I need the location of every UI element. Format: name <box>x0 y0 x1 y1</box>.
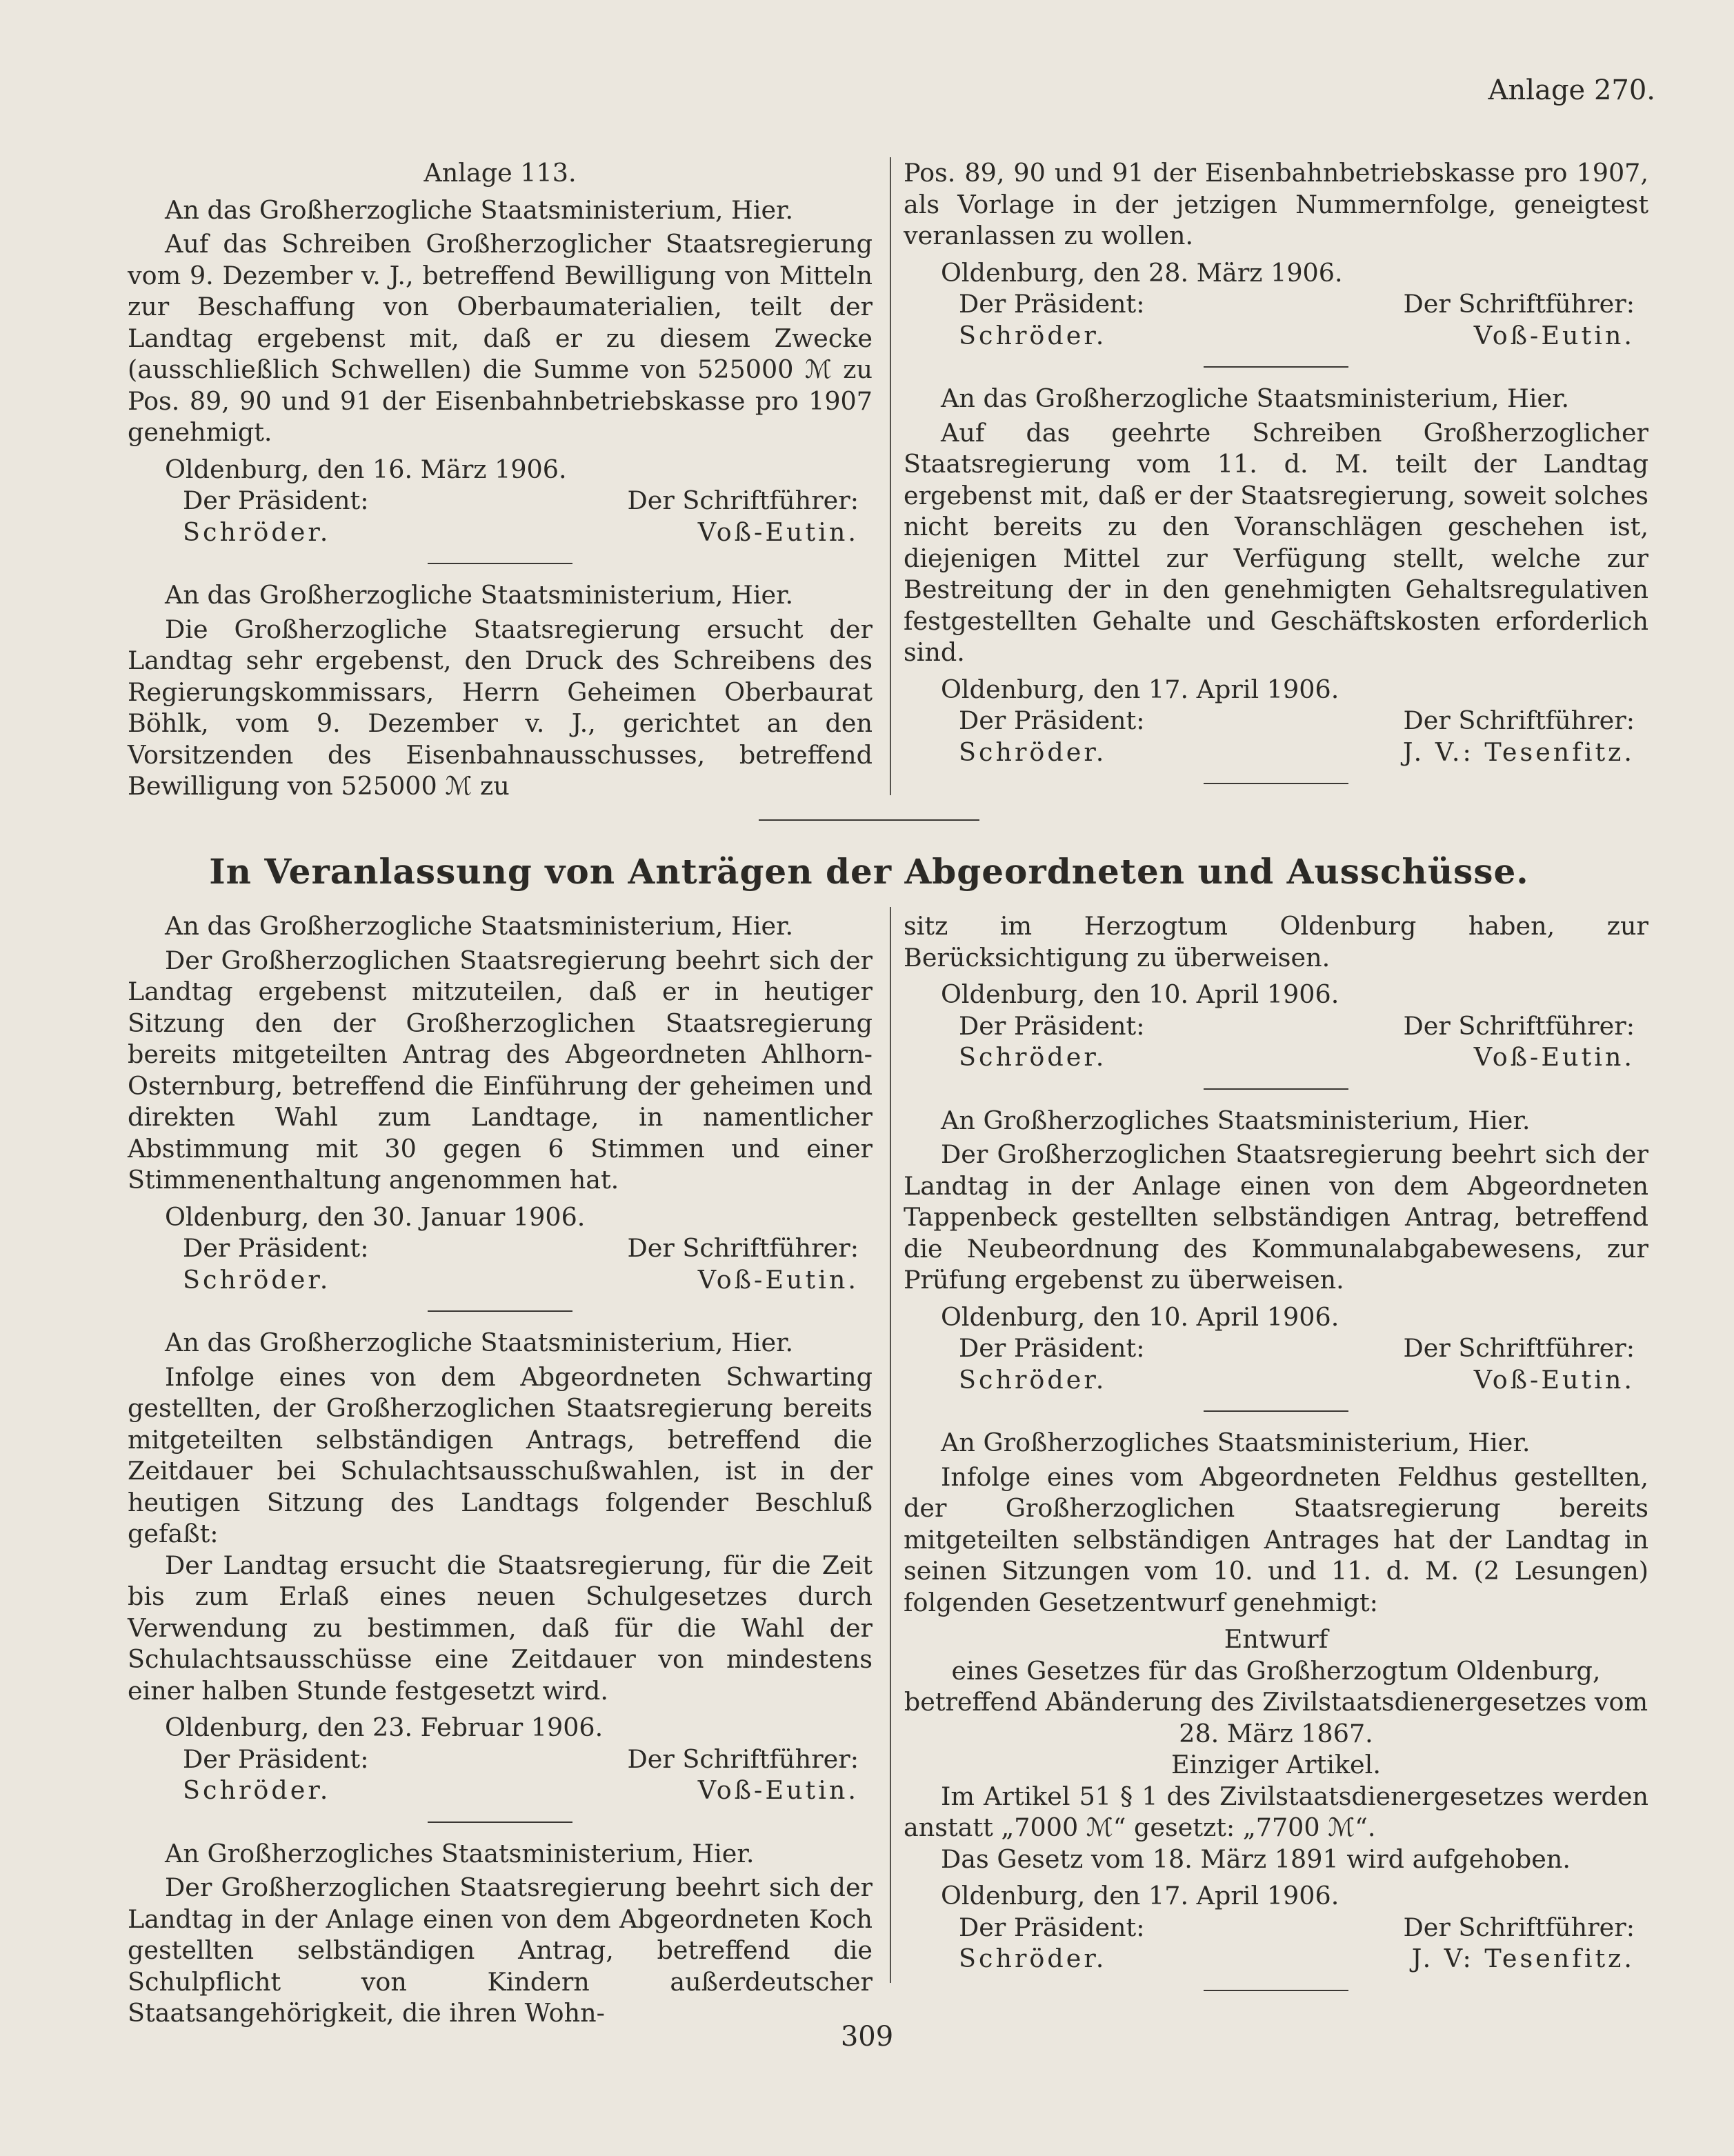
address-line: An Großherzogliches Staatsministerium, Hier. <box>941 1428 1531 1457</box>
secretary-title: Der Schriftführer: <box>1403 1333 1635 1363</box>
president-name: Schröder. <box>183 517 331 547</box>
draft-subtitle: eines Gesetzes für das Großherzogtum Oldenburg, betreffend Abänderung des Zivilstaatsdienergesetzes vom 28. März 1867. <box>904 1655 1648 1748</box>
president-name: Schröder. <box>959 1042 1107 1072</box>
date-line: Oldenburg, den 10. April 1906. <box>941 979 1339 1009</box>
paragraph: Der Großherzoglichen Staatsregierung beehrt sich der Landtag ergebenst mitzuteilen, daß er in heutiger Sitzung den der Großherzoglichen Staatsregierung bereits mitgeteilten Antrag des Abgeordneten Ahlhorn-Osternburg, betreffend die Einführung der geheimen und direkten Wahl zum Landtage, in namentlicher Abstimmung mit 30 gegen 6 Stimmen und einer Stimmenenthaltung angenommen hat. <box>128 945 873 1195</box>
left-bottom-column <box>128 910 873 2029</box>
president-name: Schröder. <box>183 1264 331 1295</box>
secretary-title: Der Schriftführer: <box>1403 1010 1635 1041</box>
address-line: An das Großherzogliche Staatsministerium, Hier. <box>941 383 1570 413</box>
date-line: Oldenburg, den 28. März 1906. <box>941 257 1343 288</box>
paragraph: Auf das Schreiben Großherzoglicher Staatsregierung vom 9. Dezember v. J., betreffend Bewilligung von Mitteln zur Beschaffung von Oberbaumaterialien, teilt der Landtag ergebenst mit, daß er zu diesem Zwecke (ausschließlich Schwellen) die Summe von 525000 ℳ zu Pos. 89, 90 und 91 der Eisenbahnbetriebskasse pro 1907 genehmigt. <box>128 229 873 447</box>
president-name: Schröder. <box>959 1364 1107 1395</box>
paragraph: Der Großherzoglichen Staatsregierung beehrt sich der Landtag in der Anlage einen von dem Abgeordneten Tappenbeck gestellten selbständigen Antrag, betreffend die Neubeordnung des Kommunalabgabewesens, zur Prüfung ergebenst zu überweisen. <box>904 1139 1648 1295</box>
president-name: Schröder. <box>959 320 1107 350</box>
separator-rule <box>428 1310 572 1312</box>
address-line: An das Großherzogliche Staatsministerium, Hier. <box>165 580 794 610</box>
paragraph: sitz im Herzogtum Oldenburg haben, zur Berücksichtigung zu überweisen. <box>904 911 1648 972</box>
secretary-title: Der Schriftführer: <box>627 1233 859 1263</box>
paragraph: Infolge eines von dem Abgeordneten Schwarting gestellten, der Großherzoglichen Staatsregierung bereits mitgeteilten selbständigen Antrags, betreffend die Zeitdauer bei Schulachtsausschußwahlen, ist in der heutigen Sitzung des Landtags folgender Beschluß gefaßt: <box>128 1361 873 1548</box>
president-title: Der Präsident: <box>959 706 1145 735</box>
president-name: Schröder. <box>959 737 1107 767</box>
separator-rule <box>1204 1410 1348 1412</box>
paragraph: Die Großherzogliche Staatsregierung ersucht der Landtag sehr ergebenst, den Druck des Schreibens des Regierungskommissars, Herrn Geheimen Oberbaurat Böhlk, vom 9. Dezember v. J., gerichtet an den Vorsitzenden des Eisenbahnausschusses, betreffend Bewilligung von 525000 ℳ zu <box>128 614 873 801</box>
article-heading: Einziger Artikel. <box>1171 1750 1381 1779</box>
president-title: Der Präsident: <box>183 1744 369 1774</box>
president-title: Der Präsident: <box>959 1912 1145 1942</box>
signature-block <box>904 1010 1648 1073</box>
separator-rule <box>428 563 572 564</box>
secretary-name: Voß-Eutin. <box>1473 320 1635 350</box>
appendix-header: Anlage 270. <box>1488 74 1655 106</box>
secretary-name: Voß-Eutin. <box>1473 1364 1635 1395</box>
signature-block <box>904 288 1648 351</box>
president-title: Der Präsident: <box>183 1233 369 1263</box>
column-divider <box>890 907 891 1983</box>
secretary-title: Der Schriftführer: <box>1403 289 1635 319</box>
signature-block <box>128 1232 873 1295</box>
secretary-title: Der Schriftführer: <box>627 1744 859 1774</box>
date-line: Oldenburg, den 17. April 1906. <box>941 1881 1339 1910</box>
secretary-name: Voß-Eutin. <box>697 517 859 547</box>
paragraph: Das Gesetz vom 18. März 1891 wird aufgehoben. <box>941 1844 1571 1874</box>
secretary-title: Der Schriftführer: <box>627 486 859 515</box>
president-name: Schröder. <box>183 1775 331 1805</box>
left-top-column <box>128 157 873 802</box>
date-line: Oldenburg, den 30. Januar 1906. <box>165 1201 586 1232</box>
paragraph: Pos. 89, 90 und 91 der Eisenbahnbetriebskasse pro 1907, als Vorlage in der jetzigen Nummernfolge, geneigtest veranlassen zu wollen. <box>904 158 1648 250</box>
address-line: An das Großherzogliche Staatsministerium, Hier. <box>165 194 794 225</box>
president-title: Der Präsident: <box>959 1010 1145 1041</box>
separator-rule <box>1204 1990 1348 1991</box>
secretary-name: Voß-Eutin. <box>697 1264 859 1295</box>
paragraph: Der Großherzoglichen Staatsregierung beehrt sich der Landtag in der Anlage einen von dem Abgeordneten Koch gestellten selbständigen Antrag, betreffend die Schulpflicht von Kindern außerdeutscher Staatsangehörigkeit, die ihren Wohn- <box>128 1873 873 2028</box>
separator-rule <box>428 1821 572 1823</box>
secretary-name: Voß-Eutin. <box>1473 1042 1635 1072</box>
secretary-name: Voß-Eutin. <box>697 1775 859 1805</box>
paragraph: Im Artikel 51 § 1 des Zivilstaatsdienergesetzes werden anstatt „7000 ℳ“ gesetzt: „7700 ℳ“. <box>904 1781 1648 1842</box>
date-line: Oldenburg, den 23. Februar 1906. <box>165 1713 604 1742</box>
signature-block <box>128 485 873 548</box>
signature-block <box>904 1912 1648 1975</box>
signature-block <box>128 1744 873 1806</box>
address-line: An Großherzogliches Staatsministerium, Hier. <box>941 1105 1531 1135</box>
address-line: An das Großherzogliche Staatsministerium, Hier. <box>165 911 794 941</box>
section-title: In Veranlassung von Anträgen der Abgeordneten und Ausschüsse. <box>209 851 1529 892</box>
paragraph: Infolge eines vom Abgeordneten Feldhus gestellten, der Großherzoglichen Staatsregierung bereits mitgeteilten selbständigen Antrages hat der Landtag in seinen Sitzungen vom 10. und 11. d. M. (2 Lesungen) folgenden Gesetzentwurf genehmigt: <box>904 1461 1648 1617</box>
president-title: Der Präsident: <box>183 486 369 515</box>
president-title: Der Präsident: <box>959 1333 1145 1363</box>
section-separator-rule <box>759 819 979 821</box>
column-divider <box>890 157 891 795</box>
paragraph: Auf das geehrte Schreiben Großherzoglicher Staatsregierung vom 11. d. M. teilt der Landtag ergebenst mit, daß er der Staatsregierung, soweit solches nicht bereits zu den Voranschlägen geschehen ist, diejenigen Mittel zur Verfügung stellt, welche zur Bestreitung der in den genehmigten Gehaltsregulativen festgestellten Gehalte und Geschäftskosten erforderlich sind. <box>904 417 1648 667</box>
secretary-name: J. V: Tesenfitz. <box>1411 1944 1635 1973</box>
address-line: An Großherzogliches Staatsministerium, Hier. <box>165 1838 755 1868</box>
address-line: An das Großherzogliche Staatsministerium, Hier. <box>165 1328 794 1357</box>
draft-title: Entwurf <box>1224 1624 1328 1654</box>
president-title: Der Präsident: <box>959 289 1145 319</box>
secretary-title: Der Schriftführer: <box>1403 1912 1635 1942</box>
date-line: Oldenburg, den 10. April 1906. <box>941 1301 1339 1332</box>
date-line: Oldenburg, den 16. März 1906. <box>165 454 567 484</box>
signature-block <box>904 705 1648 768</box>
right-top-column <box>904 157 1648 799</box>
secretary-name: J. V.: Tesenfitz. <box>1402 737 1635 767</box>
date-line: Oldenburg, den 17. April 1906. <box>941 674 1339 704</box>
separator-rule <box>1204 366 1348 368</box>
separator-rule <box>1204 1088 1348 1090</box>
president-name: Schröder. <box>959 1944 1107 1973</box>
page-number: 309 <box>840 2021 894 2053</box>
signature-block <box>904 1332 1648 1395</box>
secretary-title: Der Schriftführer: <box>1403 706 1635 735</box>
paragraph: Der Landtag ersucht die Staatsregierung, für die Zeit bis zum Erlaß eines neuen Schulgesetzes durch Verwendung zu bestimmen, daß für die Wahl der Schulachtsausschüsse eine Zeitdauer von mindestens einer halben Stunde festgesetzt wird. <box>128 1550 873 1706</box>
appendix-number: Anlage 113. <box>423 158 577 188</box>
right-bottom-column <box>904 910 1648 2006</box>
separator-rule <box>1204 783 1348 784</box>
